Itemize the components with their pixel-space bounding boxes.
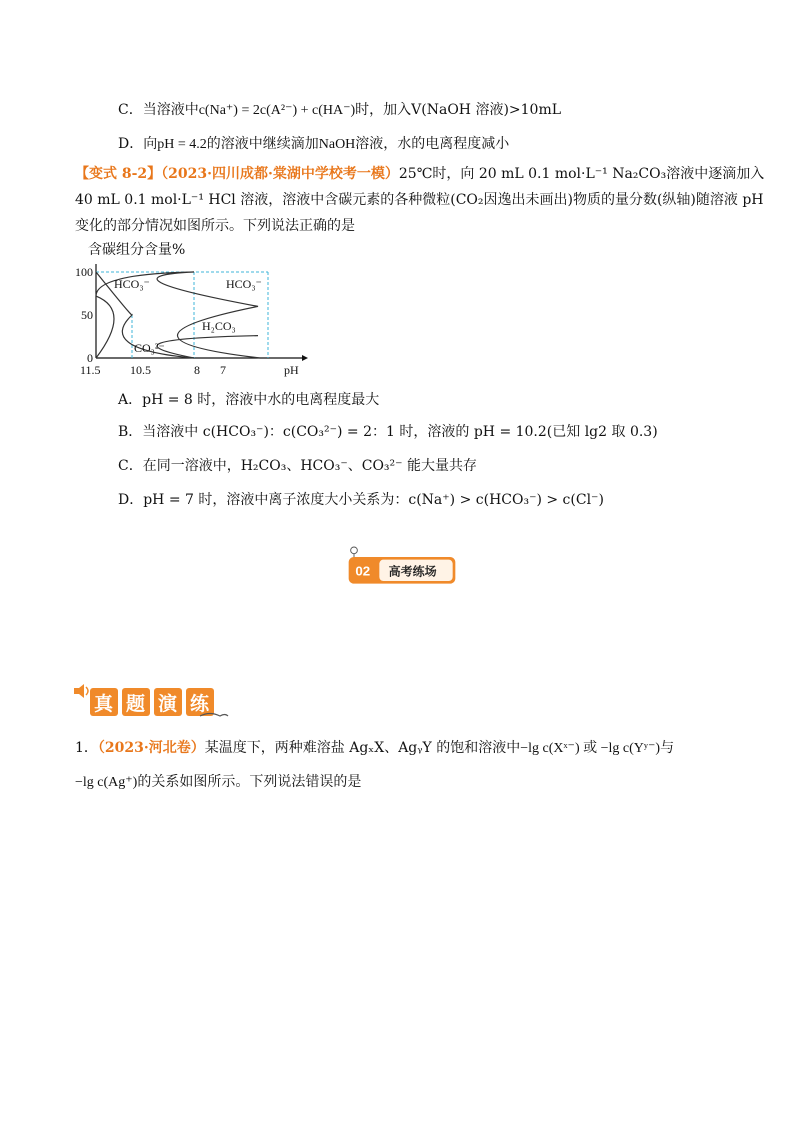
chart-title: 含碳组分含量% xyxy=(88,242,186,258)
option-d: D．pH = 7 时，溶液中离子浓度大小关系为：c(Na⁺) > c(HCO₃⁻) > c(Cl⁻) xyxy=(118,492,604,508)
y-tick-label: 50 xyxy=(81,308,93,322)
prev-option-c xyxy=(118,100,561,121)
x-axis-label: pH xyxy=(284,363,299,377)
subsection-char-2: 题 xyxy=(126,693,146,715)
option-b: B．当溶液中 c(HCO₃⁻)：c(CO₃²⁻) = 2：1 时，溶液的 pH = 10.2(已知 lg2 取 0.3) xyxy=(118,424,658,440)
variant-stem-text1: 25℃时，向 20 mL 0.1 mol·L⁻¹ Na₂CO₃溶液中逐滴加入 xyxy=(398,166,765,182)
option-d-naoh: NaOH xyxy=(318,137,356,152)
question1-formula2: −lg c(Ag⁺) xyxy=(75,775,138,790)
label-co3: CO₃²⁻ xyxy=(134,341,165,355)
label-hco3-right: HCO₃⁻ xyxy=(226,277,262,291)
badge-number: 02 xyxy=(355,563,371,579)
option-d-formula: pH = 4.2 xyxy=(157,137,207,152)
x-tick-label: 7 xyxy=(220,363,226,377)
carbon-species-chart xyxy=(70,258,310,380)
question1-end1: 与 xyxy=(660,740,675,756)
y-tick-label: 0 xyxy=(87,351,93,365)
badge-title: 高考练场 xyxy=(388,564,437,579)
variant-stem-line3: 变化的部分情况如图所示。下列说法正确的是 xyxy=(75,218,355,234)
label-hco3-left: HCO₃⁻ xyxy=(114,277,150,291)
option-c-prefix: C．当溶液中 xyxy=(118,102,199,118)
question1-line2 xyxy=(75,772,361,793)
speaker-icon xyxy=(74,684,88,698)
option-c-formula: c(Na⁺) = 2c(A²⁻) + c(HA⁻) xyxy=(198,103,356,118)
subsection-char-1: 真 xyxy=(94,693,114,715)
x-tick-label: 10.5 xyxy=(130,363,151,377)
question1-text1: 某温度下，两种难溶盐 AgₓX、AgᵧY 的饱和溶液中 xyxy=(204,740,521,756)
option-a: A．pH = 8 时，溶液中水的电离程度最大 xyxy=(118,392,380,408)
prev-option-d xyxy=(118,134,509,155)
subsection-char-3: 演 xyxy=(158,693,178,715)
x-tick-label: 8 xyxy=(194,363,200,377)
option-d-suffix: 溶液，水的电离程度减小 xyxy=(355,136,510,152)
question1-source: （2023·河北卷） xyxy=(97,740,205,756)
option-c-suffix: 时，加入V(NaOH 溶液)>10mL xyxy=(355,102,562,118)
option-d-middle: 的溶液中继续滴加 xyxy=(206,136,319,152)
option-c: C．在同一溶液中，H₂CO₃、HCO₃⁻、CO₃²⁻ 能大量共存 xyxy=(118,458,477,474)
question1-text2: 的关系如图所示。下列说法错误的是 xyxy=(137,774,362,790)
option-d-prefix: D．向 xyxy=(118,136,158,152)
variant-source: （2023·四川成都·棠湖中学校考一模） xyxy=(161,166,399,182)
y-tick-label: 100 xyxy=(75,265,93,279)
variant-stem-line1 xyxy=(75,164,764,184)
subsection-char-4: 练 xyxy=(190,693,210,715)
series-h2co3-line xyxy=(157,336,258,358)
x-axis-arrow xyxy=(302,355,308,361)
question1-formula1: −lg c(Xˣ⁻) 或 −lg c(Yʸ⁻) xyxy=(520,741,661,756)
x-tick-label: 11.5 xyxy=(80,363,101,377)
label-h2co3: H₂CO₃ xyxy=(202,319,236,333)
section-badge xyxy=(322,545,482,585)
variant-tag: 【变式 8-2】 xyxy=(75,166,162,182)
question1-line1 xyxy=(75,738,674,759)
variant-stem-line2: 40 mL 0.1 mol·L⁻¹ HCl 溶液，溶液中含碳元素的各种微粒(CO₂因逸出未画出)物质的量分数(纵轴)随溶液 pH xyxy=(75,192,764,208)
question1-number: 1． xyxy=(75,740,98,756)
subsection-label xyxy=(70,680,230,720)
